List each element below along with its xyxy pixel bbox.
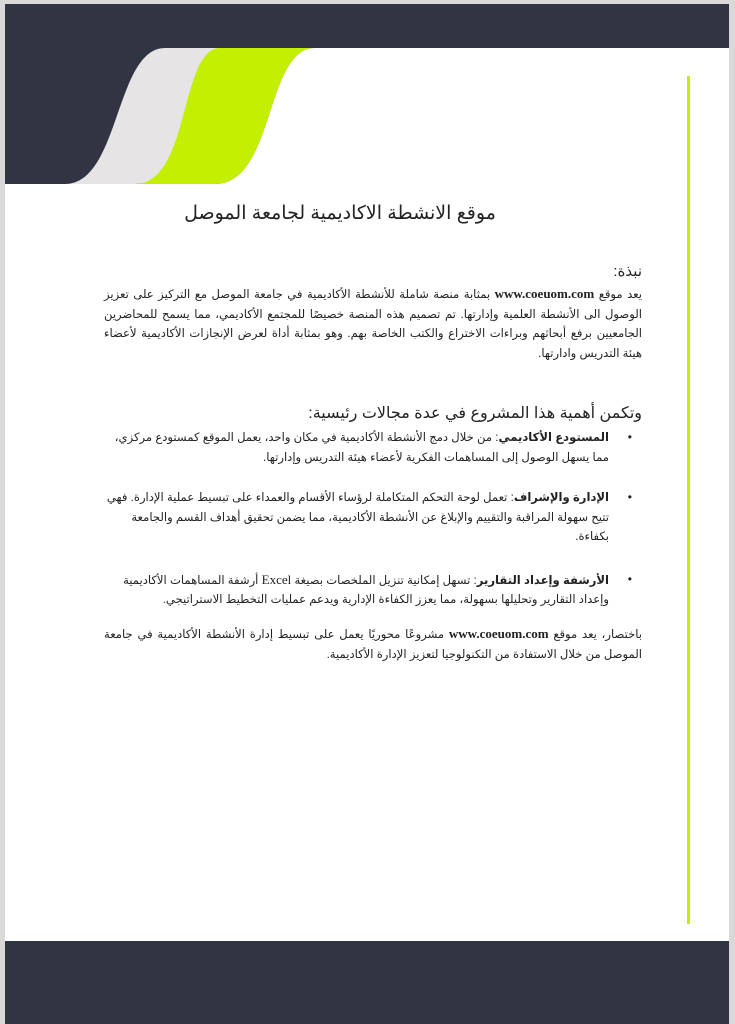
footer-band	[5, 941, 729, 1024]
item-text: : من خلال دمج الأنشطة الأكاديمية في مكان واحد، يعمل الموقع كمستودع مركزي، مما يسهل الوصول إلى المساهمات الفكرية لأعضاء هيئة التدريس وإدارتها.	[114, 431, 609, 464]
bullet: •	[627, 430, 632, 444]
importance-list	[104, 428, 642, 637]
intro-label: نبذة:	[613, 263, 642, 280]
item-text: : تعمل لوحة التحكم المتكاملة لرؤساء الأقسام والعمداء على تبسيط عملية الإدارة. فهي تتيح سهولة المراقبة والتقييم والإبلاغ عن الأنشطة الأكاديمية، مما يضمن تحقيق أهداف القسم والجامعة بكفاءة.	[106, 491, 609, 543]
site-link[interactable]: www.coeuom.com	[448, 626, 549, 641]
header-decoration	[5, 4, 729, 189]
intro-text-start: يعد موقع	[594, 288, 642, 301]
importance-heading: وتكمن أهمية هذا المشروع في عدة مجالات رئيسية:	[308, 405, 642, 422]
accent-line	[687, 76, 690, 924]
item-text-end: أرشفة المساهمات الأكاديمية وإعداد التقارير وتحليلها بسهولة، مما يعزز الكفاءة الإدارية ويدعم عمليات التخطيط الاستراتيجي.	[123, 573, 609, 606]
list-item	[104, 570, 642, 610]
item-title: المستودع الأكاديمي	[498, 431, 609, 444]
header-band	[5, 4, 729, 48]
item-title: الأرشفة وإعداد التقارير	[476, 573, 609, 587]
list-item	[104, 488, 642, 547]
list-item	[104, 428, 642, 467]
item-text: : تسهل إمكانية تنزيل الملخصات بصيغة	[291, 573, 477, 587]
summary-text-end: مشروعًا محوريًا يعمل على تبسيط إدارة الأنشطة الأكاديمية في جامعة الموصل من خلال الاستفادة من التكنولوجيا لتعزيز الإدارة الأكاديمية.	[104, 628, 642, 661]
page-title: موقع الانشطة الاكاديمية لجامعة الموصل	[184, 203, 496, 224]
bullet: •	[627, 490, 632, 504]
site-link[interactable]: www.coeuom.com	[494, 286, 595, 301]
bullet: •	[627, 571, 632, 586]
excel-word: Excel	[261, 571, 292, 587]
intro-text-end: بمثابة منصة شاملة للأنشطة الأكاديمية في جامعة الموصل مع التركيز على تعزيز الوصول الى الأنشطة العلمية وإدارتها. تم تصميم هذه المنصة خصيصًا للمجتمع الأكاديمي، مما يسمح للمحاضرين الجامعيين برفع أبحاثهم وبراءات الاختراع والكتب الخاصة بهم. وهو بمثابة أداة لعرض الإنجازات الأكاديمية لأعضاء هيئة التدريس وادارتها.	[104, 288, 642, 360]
summary-paragraph	[104, 624, 642, 664]
summary-text-start: باختصار، يعد موقع	[548, 628, 642, 641]
intro-paragraph	[104, 284, 642, 363]
item-title: الإدارة والإشراف	[513, 491, 609, 504]
